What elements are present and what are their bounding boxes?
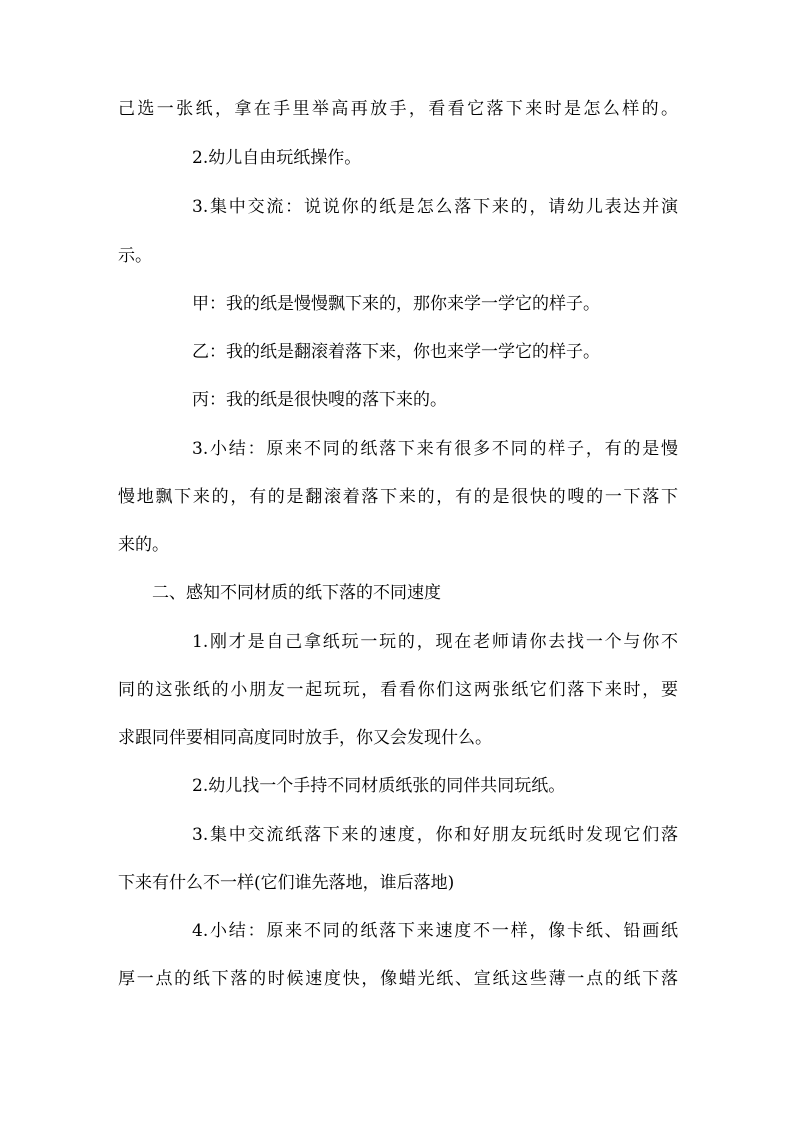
text-line: 下来有什么不一样(它们谁先落地，谁后落地)	[118, 873, 455, 893]
text-line: 己选一张纸，拿在手里举高再放手，看看它落下来时是怎么样的。	[118, 99, 678, 119]
text-line: 求跟同伴要相同高度同时放手，你又会发现什么。	[118, 728, 492, 748]
text-line: 2.幼儿找一个手持不同材质纸张的同伴共同玩纸。	[192, 776, 566, 796]
text-line: 3.集中交流纸落下来的速度，你和好朋友玩纸时发现它们落	[192, 825, 678, 845]
text-line: 丙：我的纸是很快嗖的落下来的。	[192, 390, 447, 410]
text-line: 示。	[118, 246, 152, 266]
text-line: 3.小结：原来不同的纸落下来有很多不同的样子，有的是慢	[192, 439, 678, 459]
text-line: 厚一点的纸下落的时候速度快，像蜡光纸、宣纸这些薄一点的纸下落	[118, 969, 678, 989]
text-line: 同的这张纸的小朋友一起玩玩，看看你们这两张纸它们落下来时，要	[118, 680, 678, 700]
section-heading: 二、感知不同材质的纸下落的不同速度	[152, 583, 441, 603]
text-line: 3.集中交流：说说你的纸是怎么落下来的，请幼儿表达并演	[192, 197, 678, 217]
text-line: 4.小结：原来不同的纸落下来速度不一样，像卡纸、铅画纸	[192, 921, 678, 941]
text-line: 2.幼儿自由玩纸操作。	[192, 148, 362, 168]
text-line: 乙：我的纸是翻滚着落下来，你也来学一学它的样子。	[192, 342, 600, 362]
text-line: 1.刚才是自己拿纸玩一玩的，现在老师请你去找一个与你不	[192, 632, 678, 652]
text-line: 甲：我的纸是慢慢飘下来的，那你来学一学它的样子。	[192, 294, 600, 314]
text-line: 来的。	[118, 535, 169, 555]
text-line: 慢地飘下来的，有的是翻滚着落下来的，有的是很快的嗖的一下落下	[118, 487, 678, 507]
